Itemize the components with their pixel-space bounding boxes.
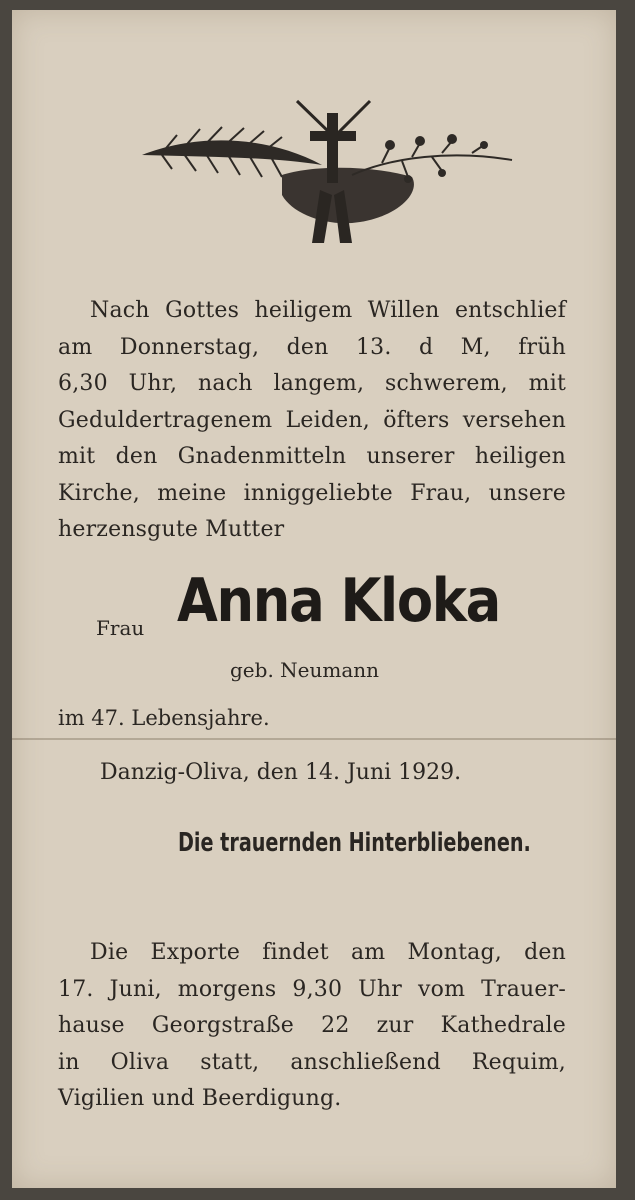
funeral-line: in Oliva statt, anschließend Requim, bbox=[58, 1049, 566, 1075]
paper-fold bbox=[12, 738, 616, 740]
honorific: Frau bbox=[96, 616, 145, 640]
intro-line: herzensgute Mutter bbox=[58, 517, 285, 542]
funeral-line: hause Georgstraße 22 zur Kathedrale bbox=[58, 1013, 566, 1038]
intro-line: am Donnerstag, den 13. d M, früh bbox=[58, 334, 566, 360]
funeral-line: 17. Juni, morgens 9,30 Uhr vom Trauer- bbox=[58, 976, 566, 1002]
age-line: im 47. Lebensjahre. bbox=[58, 706, 270, 730]
obituary-notice bbox=[12, 10, 616, 1188]
intro-line: mit den Gnadenmitteln unserer heiligen bbox=[58, 444, 566, 469]
maiden-name: geb. Neumann bbox=[230, 658, 380, 682]
intro-line: 6,30 Uhr, nach langem, schwerem, mit bbox=[58, 371, 566, 396]
intro-line: Nach Gottes heiligem Willen entschlief bbox=[90, 298, 566, 323]
deceased-name: Anna Kloka bbox=[177, 566, 500, 636]
funeral-paragraph bbox=[58, 935, 566, 1118]
cross-with-palm-branch-icon bbox=[122, 95, 522, 250]
intro-paragraph bbox=[58, 293, 566, 549]
funeral-line: Die Exporte findet am Montag, den bbox=[90, 940, 566, 965]
funeral-line: Vigilien und Beerdigung. bbox=[58, 1086, 342, 1111]
signature: Die trauernden Hinterbliebenen. bbox=[178, 828, 531, 858]
intro-line: Geduldertragenem Leiden, öfters versehen bbox=[58, 407, 566, 433]
place-date: Danzig-Oliva, den 14. Juni 1929. bbox=[100, 760, 462, 785]
intro-line: Kirche, meine inniggeliebte Frau, unsere bbox=[58, 480, 566, 506]
